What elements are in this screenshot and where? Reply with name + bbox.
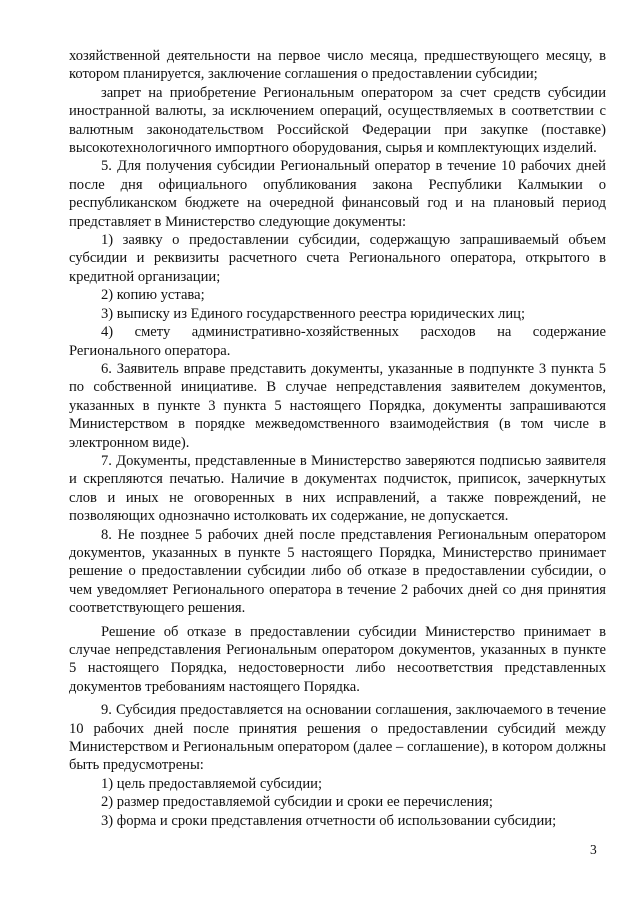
list-item-charter-copy: 2) копию устава; xyxy=(101,287,205,304)
list-item-estimate: 4) смету административно-хозяйственных расходов на содержание Регионального оператора. xyxy=(69,324,606,359)
paragraph-refusal-decision: Решение об отказе в предоставлении субсидии Министерство принимает в случае непредставления Региональным оператором документов, указанных в пункте 5 настоящего Порядка, недостоверности либо несоответствия представленных документов требованиям настоящего Порядка. xyxy=(69,623,606,695)
list-item-registry-extract: 3) выписку из Единого государственного реестра юридических лиц; xyxy=(101,305,526,322)
paragraph-item-9: 9. Субсидия предоставляется на основании соглашения, заключаемого в течение 10 рабочих дней после принятия решения о предоставлении субсидий между Министерством и Региональным оператором (далее – соглашение), в котором должны быть предусмотрены: xyxy=(69,702,606,774)
paragraph-item-8: 8. Не позднее 5 рабочих дней после представления Региональным оператором документов, указанных в пункте 5 настоящего Порядка, Министерство принимает решение о предоставлении субсидии либо об отказе в предоставлении субсидии, о чем уведомляет Регионального оператора в течение 2 рабочих дней со дня принятия соответствующего решения. xyxy=(69,526,606,617)
paragraph-continuation: хозяйственной деятельности на первое число месяца, предшествующего месяцу, в котором планируется, заключение соглашения о предоставлении субсидии; xyxy=(69,48,606,83)
paragraph-item-5: 5. Для получения субсидии Региональный оператор в течение 10 рабочих дней после дня официального опубликования закона Республики Калмыкии о республиканском бюджете на очередной финансовый год и на плановый период представляет в Министерство следующие документы: xyxy=(69,158,606,230)
list-item-reporting: 3) форма и сроки представления отчетности об использовании субсидии; xyxy=(101,812,557,829)
page-number: 3 xyxy=(590,842,597,857)
list-item-subsidy-purpose: 1) цель предоставляемой субсидии; xyxy=(101,775,323,792)
document-page xyxy=(69,47,606,830)
list-item-subsidy-amount: 2) размер предоставляемой субсидии и сроки ее перечисления; xyxy=(101,794,493,811)
paragraph-item-6: 6. Заявитель вправе представить документы, указанные в подпункте 3 пункта 5 по собственной инициативе. В случае непредставления заявителем документов, указанных в пункте 3 пункта 5 настоящего Порядка, документы запрашиваются Министерством в порядке межведомственного взаимодействия (в том числе в электронном виде). xyxy=(69,360,606,451)
paragraph-currency-ban: запрет на приобретение Региональным оператором за счет средств субсидии иностранной валюты, за исключением операций, осуществляемых в соответствии с валютным законодательством Российской Федерации при закупке (поставке) высокотехнологичного импортного оборудования, сырья и комплектующих изделий. xyxy=(69,84,606,157)
paragraph-item-7: 7. Документы, представленные в Министерство заверяются подписью заявителя и скрепляются печатью. Наличие в документах подчисток, приписок, зачеркнутых слов и иных не оговоренных в них исправлений, а также повреждений, не позволяющих однозначно истолковать их содержание, не допускается. xyxy=(69,452,606,525)
list-item-application: 1) заявку о предоставлении субсидии, содержащую запрашиваемый объем субсидии и реквизиты расчетного счета Регионального оператора, открытого в кредитной организации; xyxy=(69,232,606,285)
